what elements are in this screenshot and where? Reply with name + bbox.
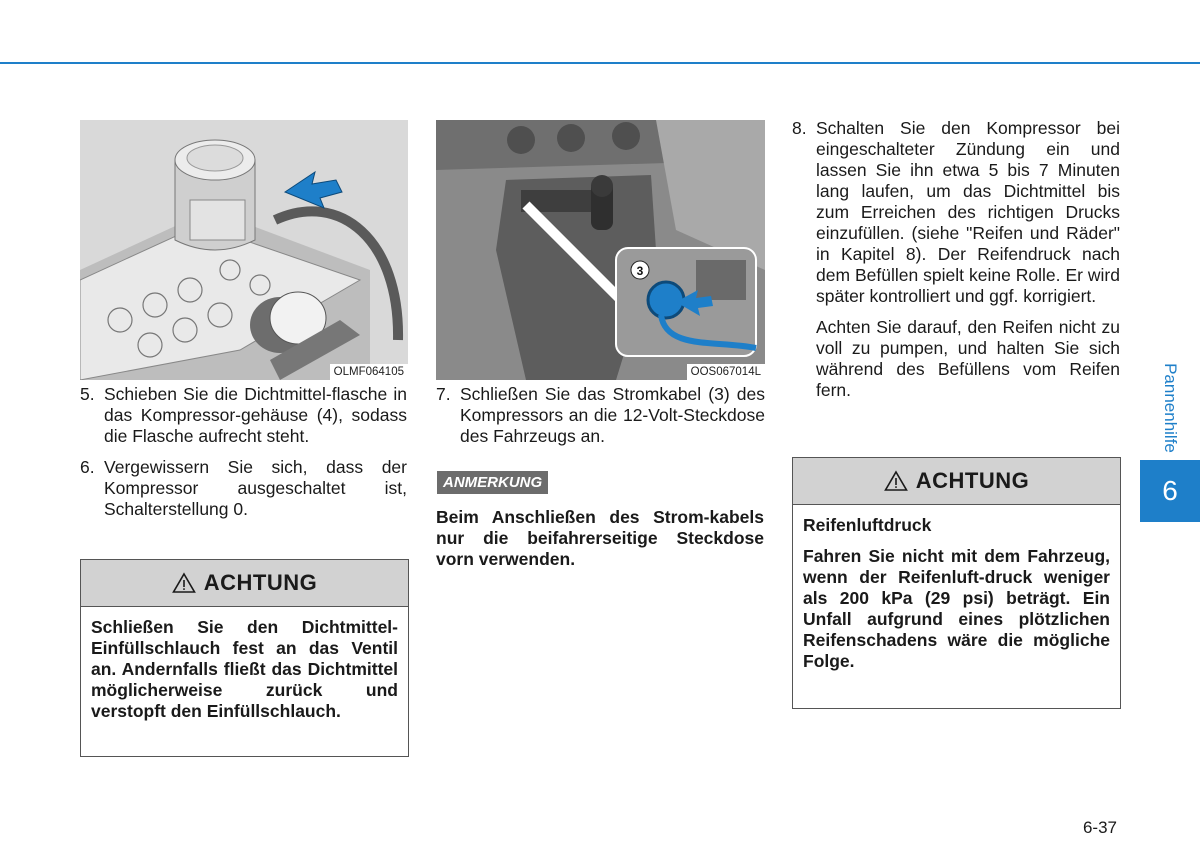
figure-code: OOS067014L	[687, 364, 765, 380]
warning-box	[80, 559, 409, 757]
note-text: Beim Anschließen des Strom-kabels nur die beifahrerseitige Steckdose vorn verwenden.	[436, 507, 764, 569]
chapter-side-label	[1140, 360, 1200, 456]
socket-illustration	[436, 120, 765, 380]
list-item	[436, 384, 765, 447]
step-text: Schalten Sie den Kompressor bei eingeschalteter Zündung ein und lassen Sie ihn etwa 5 bis 7 Minuten lang laufen, um das Dichtmittel bis zum Erreichen des richtigen Drucks einzufüllen. (siehe "Reifen und Räder" in Kapitel 8). Der Reifendruck nach dem Befüllen spielt keine Rolle. Er wird später kontrolliert und ggf. korrigiert.	[816, 118, 1120, 306]
page-number: 6-37	[1082, 818, 1117, 837]
list-item	[80, 457, 407, 520]
left-steps	[80, 384, 407, 530]
warning-title: ACHTUNG	[203, 570, 318, 595]
note-label: ANMERKUNG	[437, 471, 548, 494]
list-item	[792, 118, 1120, 307]
step-note: Achten Sie darauf, den Reifen nicht zu voll zu pumpen, und halten Sie sich während des Befüllens vom Reifen fern.	[816, 317, 1120, 400]
warning-header	[793, 458, 1120, 505]
warning-triangle-icon	[172, 572, 196, 594]
compressor-illustration	[80, 120, 408, 380]
warning-triangle-icon	[884, 470, 908, 492]
right-steps	[792, 118, 1120, 401]
warning-text: Schließen Sie den Dichtmittel-Einfüllschlauch fest an das Ventil an. Andernfalls fließt das Dichtmittel möglicherweise zurück und verstopft den Einfüllschlauch.	[91, 617, 398, 721]
warning-box	[792, 457, 1121, 709]
middle-steps	[436, 384, 765, 457]
step-number: 8.	[792, 118, 807, 138]
step-number: 5.	[80, 384, 95, 404]
list-item	[80, 384, 407, 447]
step-number: 6.	[80, 457, 95, 477]
socket-drawing	[436, 120, 765, 380]
warning-text: Fahren Sie nicht mit dem Fahrzeug, wenn der Reifenluft-druck weniger als 200 kPa (29 psi) beträgt. Ein Unfall aufgrund eines plötzlichen Reifenschadens wäre die mögliche Folge.	[803, 546, 1110, 671]
warning-subtitle: Reifenluftdruck	[803, 515, 932, 535]
callout-number: 3	[636, 264, 644, 278]
chapter-name: Pannenhilfe	[1161, 363, 1180, 453]
header-rule	[0, 62, 1200, 64]
chapter-tab: 6	[1140, 460, 1200, 522]
warning-header	[81, 560, 408, 607]
warning-title: ACHTUNG	[915, 468, 1030, 493]
step-text: Schieben Sie die Dichtmittel-flasche in das Kompressor-gehäuse (4), sodass die Flasche aufrecht steht.	[104, 384, 407, 446]
step-text: Schließen Sie das Stromkabel (3) des Kompressors an die 12-Volt-Steckdose des Fahrzeugs an.	[460, 384, 765, 446]
step-text: Vergewissern Sie sich, dass der Kompressor ausgeschaltet ist, Schalterstellung 0.	[104, 457, 407, 519]
figure-code: OLMF064105	[330, 364, 408, 380]
warning-body	[793, 505, 1120, 694]
compressor-drawing	[80, 120, 408, 380]
warning-body	[81, 607, 408, 744]
step-number: 7.	[436, 384, 451, 404]
